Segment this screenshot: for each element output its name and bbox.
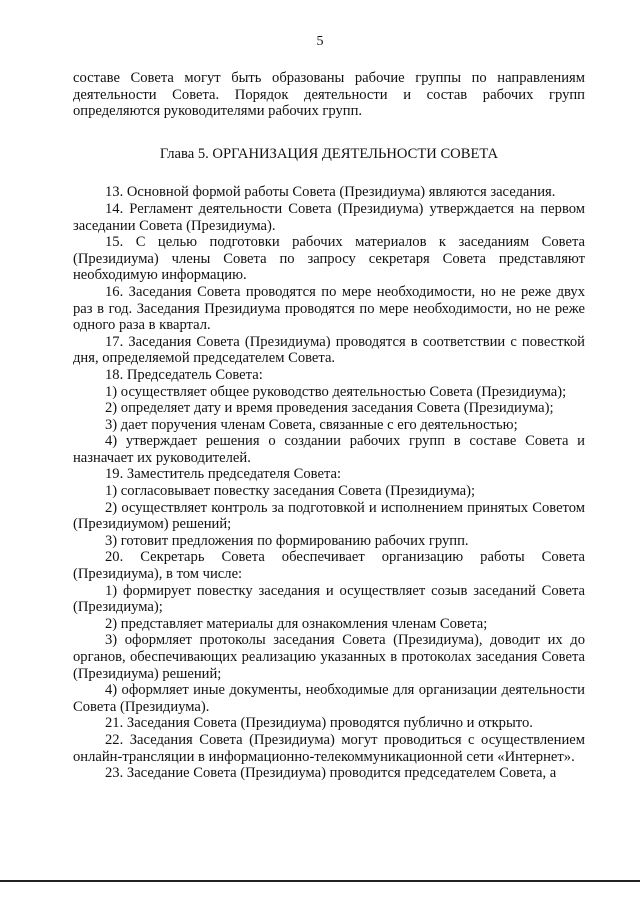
paragraph-18-item-4: 4) утверждает решения о создании рабочих групп в составе Совета и назначает их руководителей. [73,433,585,466]
paragraph-16: 16. Заседания Совета проводятся по мере необходимости, но не реже двух раз в год. Заседания Президиума проводятся по мере необходимости, но не реже одного раза в квартал. [73,283,585,334]
intro-paragraph: составе Совета могут быть образованы рабочие группы по направлениям деятельности Совета. Порядок деятельности и состав рабочих групп определяются руководителями рабочих групп. [73,70,585,120]
paragraph-19-item-2: 2) осуществляет контроль за подготовкой и исполнением принятых Советом (Президиумом) решений; [73,499,585,533]
paragraph-23: 23. Заседание Совета (Президиума) проводится председателем Совета, а [105,765,557,782]
paragraph-18-item-1: 1) осуществляет общее руководство деятельностью Совета (Президиума); [105,383,567,400]
paragraph-18-item-2: 2) определяет дату и время проведения заседания Совета (Президиума); [105,400,554,417]
paragraph-18-item-3: 3) дает поручения членам Совета, связанные с его деятельностью; [105,416,518,433]
paragraph-18: 18. Председатель Совета: [105,366,263,383]
paragraph-20: 20. Секретарь Совета обеспечивает организацию работы Совета (Президиума), в том числе: [73,549,585,583]
paragraph-20-item-4: 4) оформляет иные документы, необходимые для организации деятельности Совета (Президиума). [73,682,585,715]
paragraph-14: 14. Регламент деятельности Совета (Президиума) утверждается на первом заседании Совета (Президиума). [73,200,585,234]
paragraph-13: 13. Основной формой работы Совета (Президиума) являются заседания. [105,184,556,201]
page-bottom-edge [0,880,640,882]
paragraph-20-item-2: 2) представляет материалы для ознакомления членам Совета; [105,615,488,632]
paragraph-17: 17. Заседания Совета (Президиума) проводятся в соответствии с повесткой дня, определяемой председателем Совета. [73,333,585,367]
chapter-title: Глава 5. ОРГАНИЗАЦИЯ ДЕЯТЕЛЬНОСТИ СОВЕТА [159,145,499,162]
paragraph-19: 19. Заместитель председателя Совета: [105,466,342,483]
paragraph-21: 21. Заседания Совета (Президиума) проводятся публично и открыто. [105,715,533,732]
paragraph-19-item-1: 1) согласовывает повестку заседания Совета (Президиума); [105,483,476,500]
paragraph-19-item-3: 3) готовит предложения по формированию рабочих групп. [105,532,469,549]
paragraph-15: 15. С целью подготовки рабочих материалов к заседаниям Совета (Президиума) члены Совета по запросу секретаря Совета представляют необходимую информацию. [73,234,585,284]
document-body [73,70,585,782]
paragraph-20-item-3: 3) оформляет протоколы заседания Совета (Президиума), доводит их до органов, обеспечивающих реализацию указанных в протоколах заседания Совета (Президиума) решений; [73,632,585,682]
page-number: 5 [316,34,324,49]
paragraph-20-item-1: 1) формирует повестку заседания и осуществляет созыв заседаний Совета (Президиума); [73,582,585,616]
paragraph-22: 22. Заседания Совета (Президиума) могут проводиться с осуществлением онлайн-трансляции в информационно-телекоммуникационной сети «Интернет». [73,731,585,765]
